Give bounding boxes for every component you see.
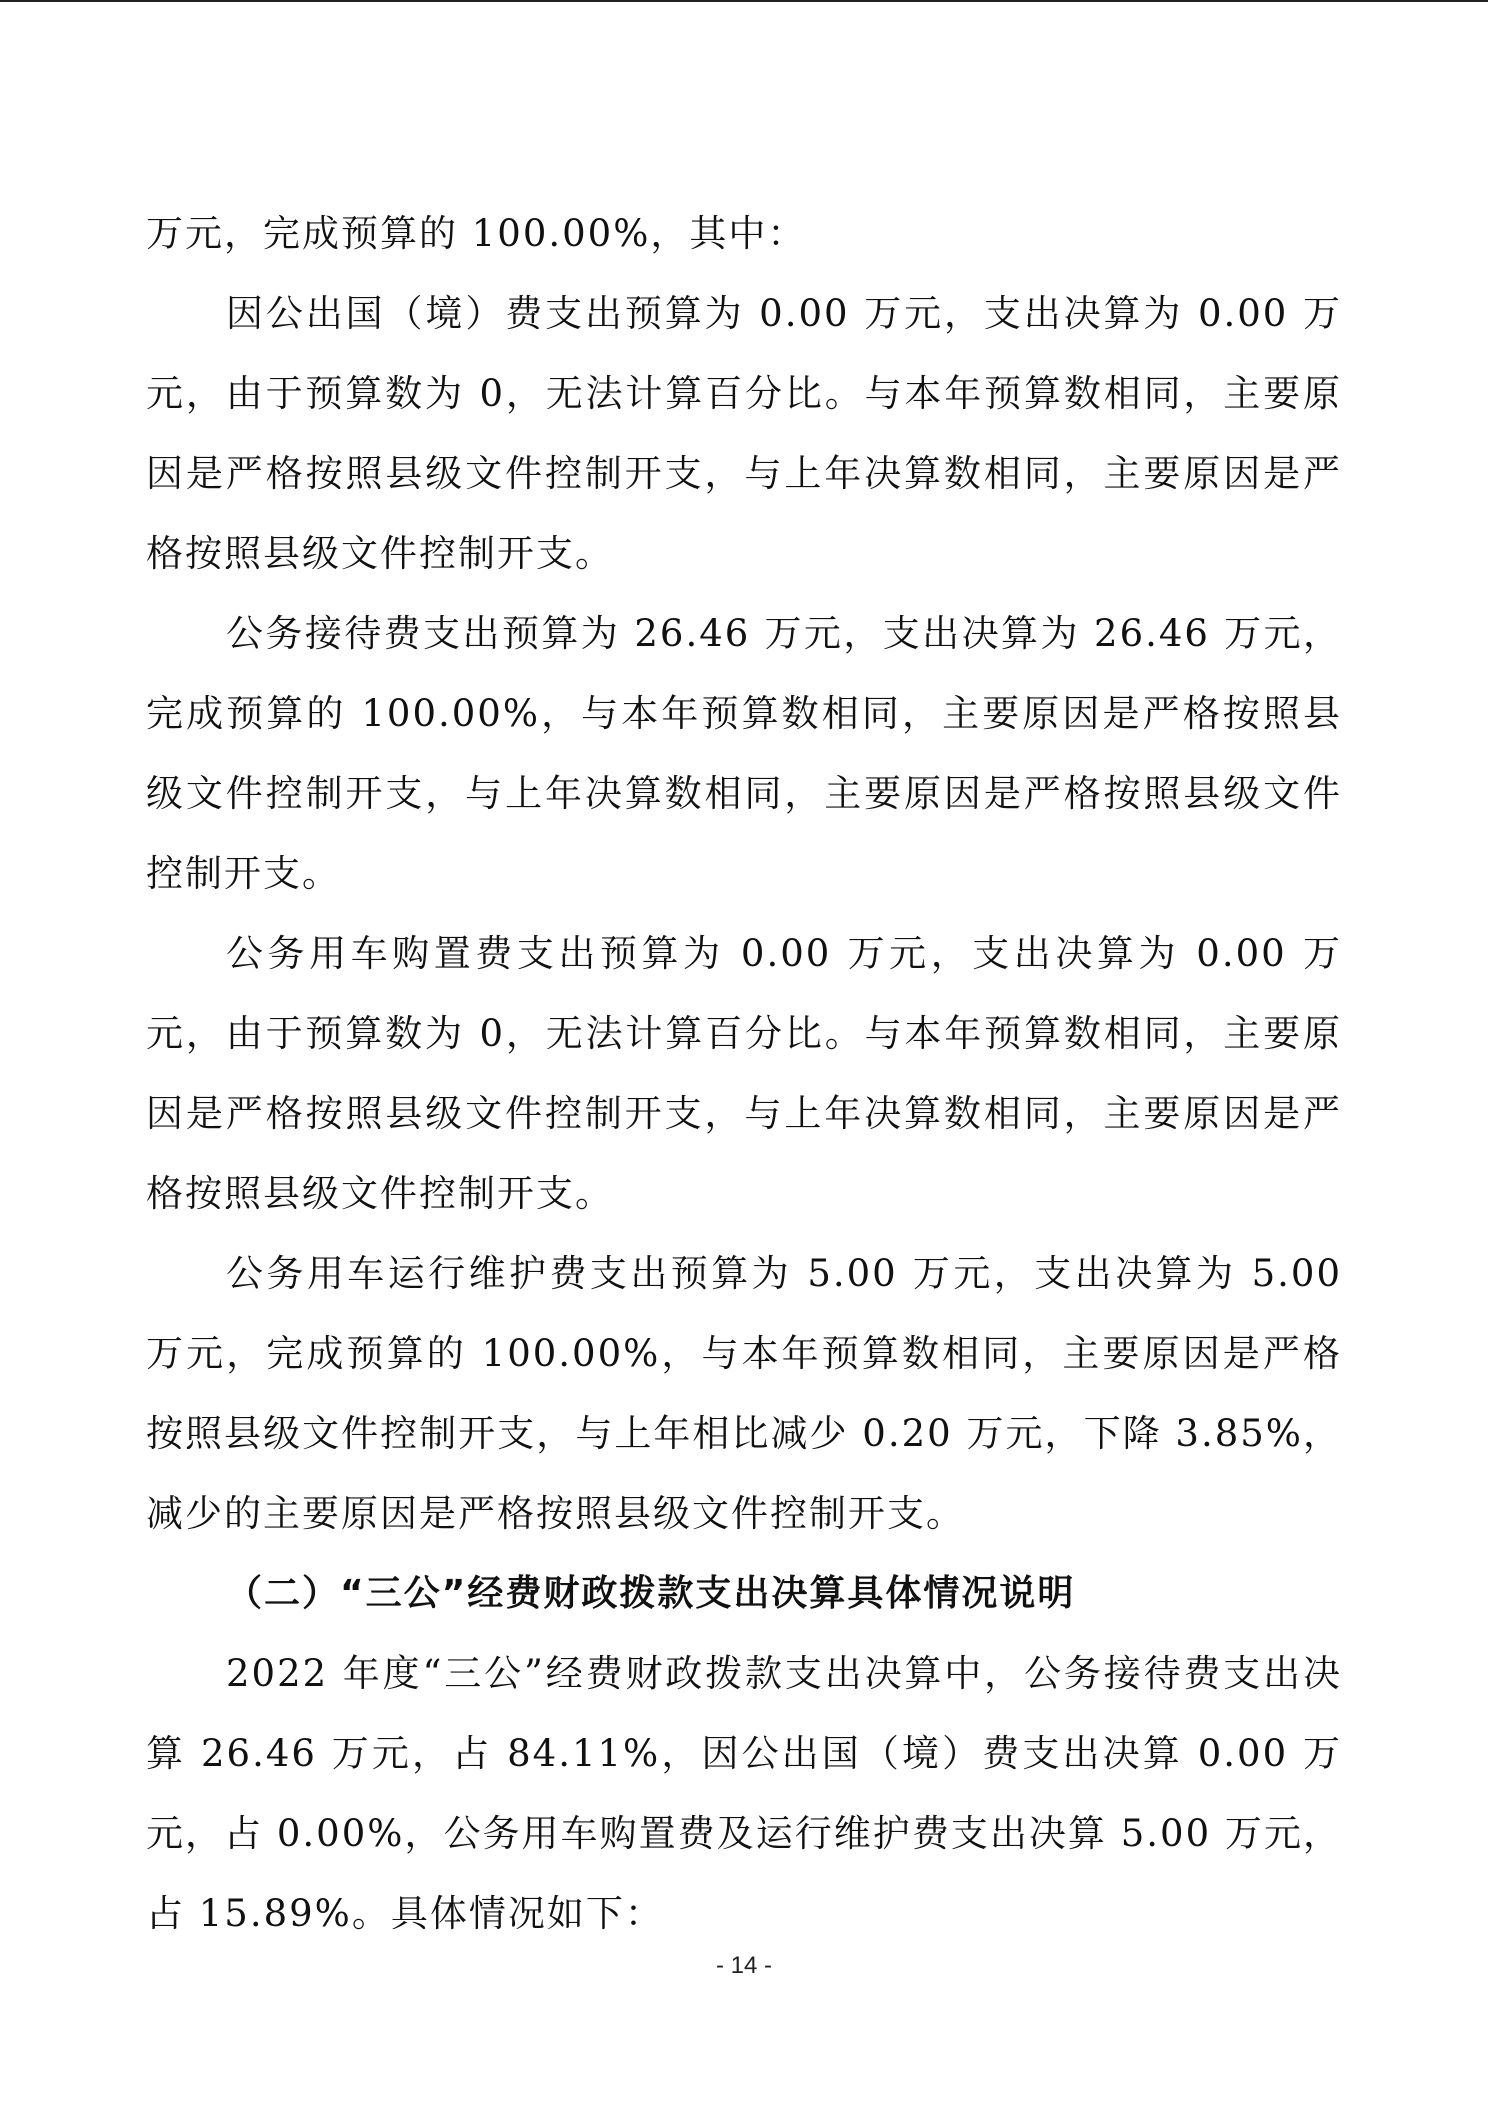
paragraph-vehicle-purchase: 公务用车购置费支出预算为 0.00 万元，支出决算为 0.00 万元，由于预算数为 0，无法计算百分比。与本年预算数相同，主要原因是严格按照县级文件控制开支，与上年决算数相同，主要原因是严格按照县级文件控制开支。 — [146, 932, 1342, 1215]
section-heading: （二）“三公”经费财政拨款支出决算具体情况说明 — [226, 1573, 1076, 1614]
page-top-border — [0, 0, 1488, 2]
paragraph-continuation: 万元，完成预算的 100.00%，其中： — [146, 212, 807, 255]
paragraph-official-reception: 公务接待费支出预算为 26.46 万元，支出决算为 26.46 万元，完成预算的 100.00%，与本年预算数相同，主要原因是严格按照县级文件控制开支，与上年决算数相同，主要原因是严格按照县级文件控制开支。 — [146, 612, 1342, 895]
document-body — [146, 194, 1342, 1954]
page-number: - 14 - — [715, 1952, 772, 1979]
paragraph-summary-2022: 2022 年度“三公”经费财政拨款支出决算中，公务接待费支出决算 26.46 万元，占 84.11%，因公出国（境）费支出决算 0.00 万元，占 0.00%，公务用车购置费及运行维护费支出决算 5.00 万元，占 15.89%。具体情况如下： — [146, 1652, 1342, 1935]
paragraph-vehicle-maintenance: 公务用车运行维护费支出预算为 5.00 万元，支出决算为 5.00 万元，完成预算的 100.00%，与本年预算数相同，主要原因是严格按照县级文件控制开支，与上年相比减少 0.20 万元，下降 3.85%，减少的主要原因是严格按照县级文件控制开支。 — [146, 1252, 1342, 1535]
paragraph-overseas-travel: 因公出国（境）费支出预算为 0.00 万元，支出决算为 0.00 万元，由于预算数为 0，无法计算百分比。与本年预算数相同，主要原因是严格按照县级文件控制开支，与上年决算数相同，主要原因是严格按照县级文件控制开支。 — [146, 292, 1342, 575]
